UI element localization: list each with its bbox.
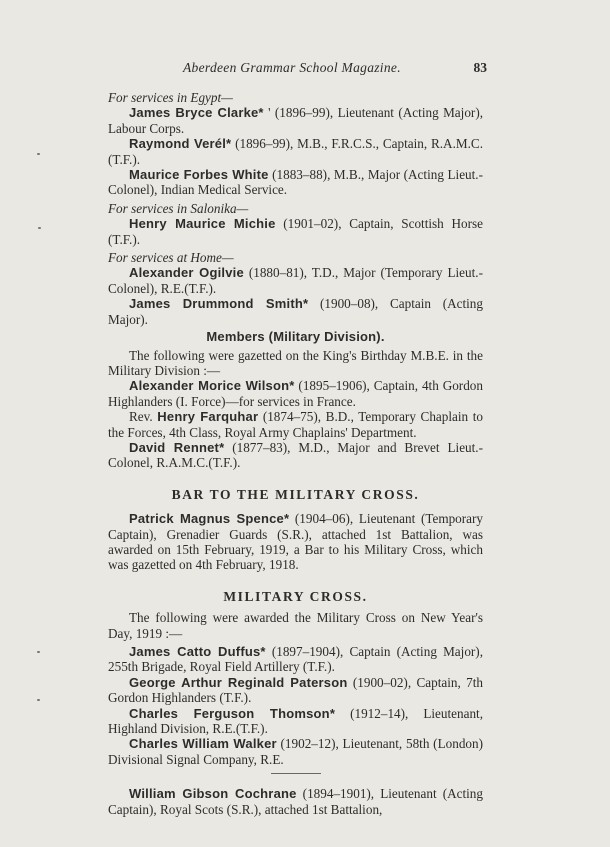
recipient-name: Maurice Forbes White [129,167,269,183]
honour-entry [108,167,483,198]
recipient-name: Raymond Verél* [129,136,232,152]
honour-entry [108,644,483,675]
print-speck [37,699,40,701]
recipient-details: (1880–81), T.D., Major (Temporary Lieut.-Colonel), R.E.(T.F.). [108,265,483,296]
honour-entry [108,105,483,136]
bar-heading: BAR TO THE MILITARY CROSS. [171,486,420,502]
recipient-name: Patrick Magnus Spence* [129,511,290,527]
recipient-details: (1897–1904), Captain (Acting Major), 255th Brigade, Royal Field Artillery (T.F.). [108,644,483,675]
cross-intro: The following were awarded the Military Cross on New Year's Day, 1919 :— [108,610,483,641]
recipient-name: William Gibson Cochrane [129,786,297,802]
recipient-name: James Drummond Smith* [129,296,309,312]
recipient-name: Alexander Morice Wilson* [129,378,295,394]
honour-entry [108,511,483,573]
honour-entry [108,706,483,737]
recipient-details: ' (1896–99), Lieutenant (Acting Major), Labour Corps. [108,105,484,136]
page-body [108,90,483,817]
recipient-details: (1883–88), M.B., Major (Acting Lieut.-Colonel), Indian Medical Service. [108,167,483,198]
honour-entry [108,378,483,409]
honour-entry [108,136,483,167]
honour-entry [108,265,483,296]
recipient-details: (1895–1906), Captain, 4th Gordon Highlanders (I. Force)—for services in France. [108,378,483,409]
print-speck [38,227,41,229]
members-intro: The following were gazetted on the King's Birthday M.B.E. in the Military Division :— [108,347,483,378]
recipient-details: (1900–02), Captain, 7th Gordon Highlanders (T.F.). [108,674,484,706]
recipient-details: (1896–99), M.B., F.R.C.S., Captain, R.A.M.C. (T.F.). [108,136,483,167]
print-speck [37,651,40,653]
recipient-details: (1874–75), B.D., Temporary Chaplain to the Forces, 4th Class, Royal Army Chaplains' Department. [108,409,483,440]
recipient-details: (1902–12), Lieutenant, 58th (London) Divisional Signal Company, R.E. [108,736,483,767]
salonika-heading: For services in Salonika— [108,200,249,216]
print-speck [37,153,40,155]
recipient-name: James Catto Duffus* [129,644,266,659]
recipient-prefix: Rev. [129,409,158,425]
recipient-name: Henry Farquhar [157,409,259,425]
recipient-name: Charles William Walker [129,736,277,752]
honour-entry [108,409,483,440]
honour-entry [108,440,483,471]
recipient-name: Henry Maurice Michie [129,216,276,232]
home-heading: For services at Home— [108,250,234,266]
honour-entry [108,786,483,817]
section-divider [271,773,321,774]
honour-entry [108,736,483,767]
recipient-name: Charles Ferguson Thomson* [129,705,336,721]
page-number: 83 [473,60,487,75]
recipient-name: Alexander Ogilvie [129,265,244,281]
recipient-details: (1900–08), Captain (Acting Major). [108,296,483,327]
magazine-title: Aberdeen Grammar School Magazine. [183,60,401,75]
recipient-name: David Rennet* [129,439,225,455]
recipient-details: (1912–14), Lieutenant, Highland Division, R.E.(T.F.). [108,705,483,737]
recipient-name: George Arthur Reginald Paterson [129,674,348,690]
recipient-details: (1877–83), M.D., Major and Brevet Lieut.-Colonel, R.A.M.C.(T.F.). [108,439,483,471]
running-header [108,60,488,78]
recipient-details: (1894–1901), Lieutenant (Acting Captain), Royal Scots (S.R.), attached 1st Battalion, [108,786,483,817]
recipient-name: James Bryce Clarke* [129,105,264,121]
honour-entry [108,296,483,327]
members-heading: Members (Military Division). [206,329,385,345]
honour-entry [108,216,483,247]
honour-entry [108,675,483,706]
egypt-heading: For services in Egypt— [108,90,233,105]
military-cross-heading: MILITARY CROSS. [223,588,368,604]
recipient-details: (1904–06), Lieutenant (Temporary Captain), Grenadier Guards (S.R.), attached 1st Battalion, was awarded on 15th February, 1919, a Bar to his Military Cross, which was gazetted on 4th February, 1918. [108,511,483,573]
recipient-details: (1901–02), Captain, Scottish Horse (T.F.). [108,216,484,247]
